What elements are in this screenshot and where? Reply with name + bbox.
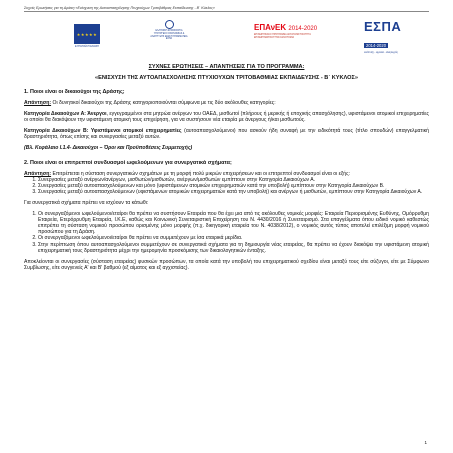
list-item: 2. Οι συνεργαζόμενοι ωφελούμενοι/εταίροι θα πρέπει να συμμετέχουν με ίσα εταιρικά μερίδια. [38, 235, 429, 241]
category-a-label: Κατηγορία Δικαιούχων Α: Άνεργοι [24, 111, 107, 118]
answer-1 [24, 100, 429, 106]
list-item: 2. Συνεργασίες μεταξύ αυτοαπασχολούμενων και μόνο (υφιστάμενων ατομικών επιχειρηματιών κατά την υποβολή) εμπίπτουν στην Κατηγορία Δικαιούχων Β. [38, 183, 429, 189]
answer-label: Απάντηση: [24, 170, 52, 177]
list-item: 1. Οι συνεργαζόμενοι ωφελούμενοι/εταίροι θα πρέπει να συστήσουν Εταιρεία που θα έχει μια από τις ακόλουθες νομικές μορφές: Εταιρεία Περιορισμένης Ευθύνης, Ομόρρυθμη Εταιρεία, Ετερόρρυθμη Εταιρεία, Ι.Κ.Ε, καθώς και Κοινωνική Συνεταιριστική Επιχείρηση του Ν. 4430/2016 ή Συνεταιρισμό. Στα επαγγέλματα όπου ειδικό νομικό καθεστώς επιτρέπει τη σύσταση νομικού προσώπου ορισμένης μόνο μορφής (π.χ. δικηγορική εταιρεία του Ν. 4038/2012), ο νομικός αυτός τύπος αποτελεί επιλέξιμη μορφή νομικού προσώπου για τη Δράση. [38, 211, 429, 235]
closing-paragraph: Αποκλείονται οι συνεργασίες (σύσταση εταιρείας) φυσικών προσώπων, τα οποία κατά την υποβολή του επιχειρηματικού σχεδίου είναι μεταξύ τους είτε σύζυγοι, είτε με Σύμφωνο Συμβίωσης, είτε συγγενείς Α' και Β' βαθμού (εξ αίματος και εξ αγχιστείας). [24, 258, 429, 271]
ministry-text: ΕΛΛΗΝΙΚΗ ΔΗΜΟΚΡΑΤΙΑ ΥΠΟΥΡΓΕΙΟ ΟΙΚΟΝΟΜΙΑΣ & ΑΝΑΠΤΥΞΗΣ ΕΙΔΙΚΗ ΓΡΑΜΜΑΤΕΙΑ ΕΣΠΑ [150, 30, 188, 41]
eu-flag-logo [74, 24, 100, 48]
section-reference: (Βλ. Κεφάλαιο Ι.1.4- Δικαιούχοι – Όροι και Προϋποθέσεις Συμμετοχής) [24, 145, 193, 152]
answer-text: Επιτρέπεται η σύσταση συνεργατικών σχημάτων με τη μορφή πολύ μικρών επιχειρήσεων και οι επιτρεπτοί συνδυασμοί είναι οι εξής: [51, 170, 350, 177]
espa-title: ΕΣΠΑ [364, 19, 402, 34]
list-item: 3. Συνεργασίες μεταξύ αυτοαπασχολούμενων (υφιστάμενων ατομικών επιχειρηματιών κατά την υποβολή) και ανέργων ή μισθωτών, εμπίπτουν στην Κατηγορία Δικαιούχων Α. [38, 189, 429, 195]
combinations-list [24, 177, 429, 195]
eu-label: ΕΥΡΩΠΑΪΚΗ ΕΝΩΣΗ [75, 45, 99, 48]
epanek-title: ΕΠΑνΕΚ [254, 23, 287, 32]
conditions-list [24, 211, 429, 254]
category-b [24, 128, 429, 140]
category-b-label: Κατηγορία Δικαιούχων Β: Υφιστάμενοι ατομικοί επιχειρηματίες [24, 128, 182, 135]
answer-text: Οι δυνητικοί δικαιούχοι της Δράσης κατηγοριοποιούνται σύμφωνα με τις δύο ακόλουθες κατηγορίες: [51, 100, 276, 106]
doc-title: ΣΥΧΝΕΣ ΕΡΩΤΗΣΕΙΣ – ΑΠΑΝΤΗΣΕΙΣ ΓΙΑ ΤΟ ΠΡΟΓΡΑΜΜΑ: [148, 64, 305, 70]
category-b-text: (αυτοαπασχολούμενοι) που ασκούν ήδη συναφή με την ειδικότητά τους (τίτλο σπουδών) επαγγελματική δραστηριότητα, όπως επίσης και συνεργασίες μεταξύ αυτών. [24, 128, 429, 141]
espa-years: 2014-2020 [366, 43, 387, 48]
greek-ministry-logo [149, 20, 189, 46]
list-item: 1. Συνεργασίες μεταξύ ανέργων/ανέργων, μισθωτών/μισθωτών, ανέργων/μισθωτών εμπίπτουν στην Κατηγορία Δικαιούχων Α. [38, 177, 429, 183]
category-a-text: , εγγεγραμμένοι στα μητρώα ανέργων του ΟΑΕΔ, μισθωτοί (πλήρους ή μερικής ή εποχικής απασχόλησης), υφιστάμενοι ατομικοί επιχειρηματίες οι οποίοι θα διακόψουν την υφιστάμενη ατομική τους επιχείρηση, για να συστήσουν νέα εταιρία με άνεργους ή/και μισθωτούς. [24, 111, 429, 124]
question-1: 1. Ποιοι είναι οι δικαιούχοι της Δράσης; [24, 89, 125, 95]
eu-stars-icon: ★★★★★ [76, 31, 98, 37]
greek-emblem-icon [165, 20, 174, 29]
conditions-intro: Για συνεργατικά σχήματα πρέπει να ισχύουν τα κάτωθι: [24, 199, 149, 206]
category-a [24, 111, 429, 123]
epanek-subtitle: ΕΠΙΧΕΙΡΗΣΙΑΚΟ ΠΡΟΓΡΑΜΜΑ ΑΝΤΑΓΩΝΙΣΤΙΚΟΤΗΤΑ ΕΠΙΧΕΙΡΗΜΑΤΙΚΟΤΗΤΑ ΚΑΙΝΟΤΟΜΙΑ [254, 34, 311, 39]
page-number: 1 [424, 440, 427, 445]
running-header: Συχνές Ερωτήσεις για τη Δράση «Ενίσχυση της Αυτοαπασχόλησης Πτυχιούχων Τριτοβάθμιας Εκπαίδευσης - Β΄ Κύκλος» [24, 6, 429, 12]
answer-label: Απάντηση: [24, 100, 52, 106]
espa-logo [364, 19, 408, 54]
epanek-logo [254, 23, 322, 47]
question-2: 2. Ποιοι είναι οι επιτρεπτοί συνδυασμοί ωφελούμενων για συνεργατικά σχήματα; [24, 159, 232, 166]
logo-bar [24, 19, 429, 54]
espa-subtitle: ανάπτυξη - εργασία - αλληλεγγύη [364, 52, 398, 54]
program-title: «ΕΝΙΣΧΥΣΗ ΤΗΣ ΑΥΤΟΑΠΑΣΧΟΛΗΣΗΣ ΠΤΥΧΙΟΥΧΩΝ ΤΡΙΤΟΒΑΘΜΙΑΣ ΕΚΠΑΙΔΕΥΣΗΣ - Β΄ ΚΥΚΛΟΣ» [95, 75, 358, 81]
epanek-years: 2014-2020 [288, 26, 318, 32]
list-item: 3. Στην περίπτωση όπου αυτοαπασχολούμενοι συμμετέχουν σε συνεργατικά σχήματα για τη δημιουργία νέας εταιρείας, θα πρέπει να έχουν διακόψει την υφιστάμενη ατομική επιχειρηματική τους δραστηριότητα μέχρι την ημερομηνία προσκόμισης των δικαιολογητικών ένταξης. [38, 242, 429, 254]
